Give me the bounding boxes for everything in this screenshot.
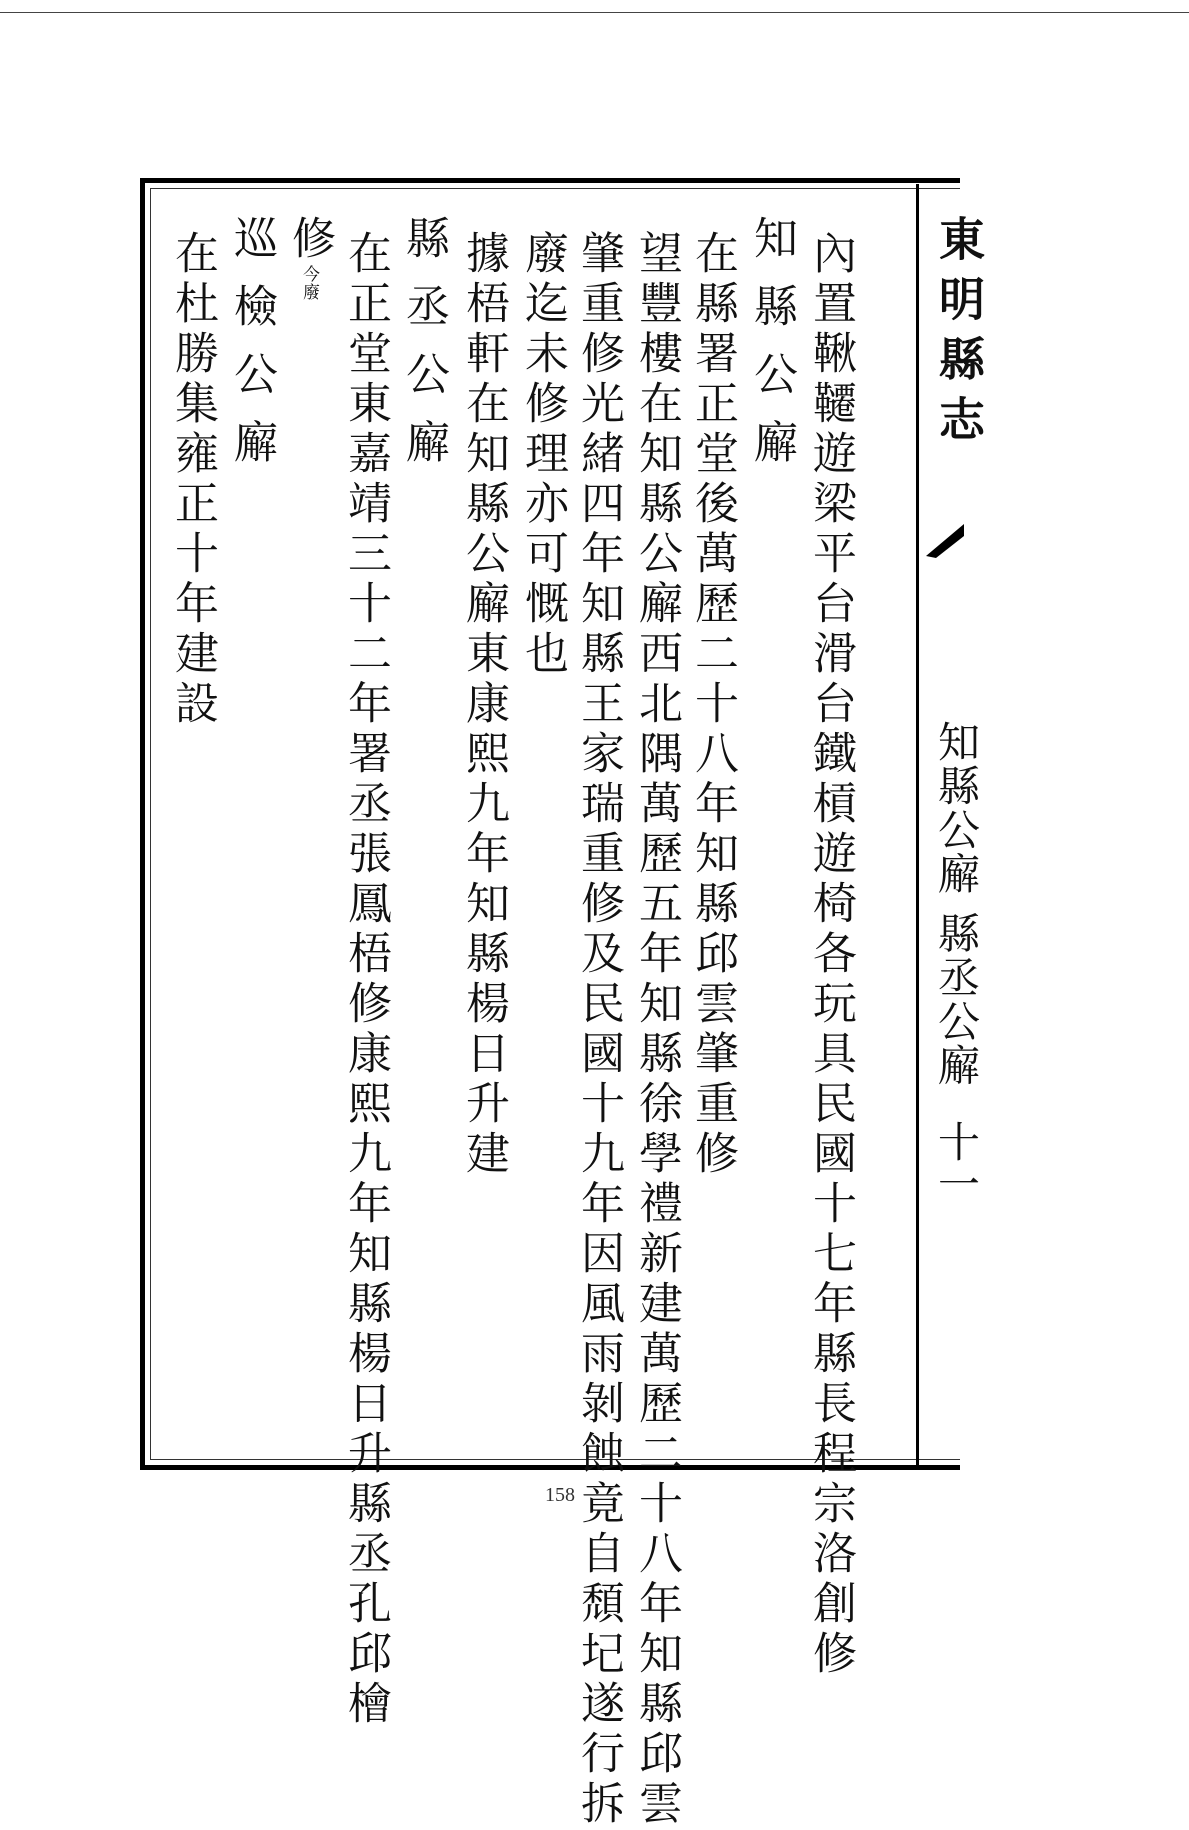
text-column-3: 在縣署正堂後萬歷二十八年知縣邱雲肇重修 [687,230,738,1180]
annotation-now-abandoned: 今廢 [299,265,319,301]
fishtail-mark-icon [924,520,966,560]
leaf-number: 十一 [932,1120,981,1204]
text-column-4: 望豐樓在知縣公廨西北隅萬歷五年知縣徐學禮新建萬歷二十八年知縣邱雲 [631,230,682,1830]
text-column-6: 廢迄未修理亦可慨也 [517,230,568,680]
text-column-7: 據梧軒在知縣公廨東康熙九年知縣楊日升建 [458,230,509,1180]
heading-inspector-office: 巡檢公廨 [226,215,277,487]
heading-magistrate-office: 知縣公廨 [746,215,797,487]
text-column-5: 肇重修光緒四年知縣王家瑞重修及民國十九年因風雨剝蝕竟自頹圮遂行拆 [573,230,624,1830]
page-number: 158 [545,1484,575,1506]
text-column-10 [283,215,335,301]
text-column-10-main: 修 [284,215,335,265]
text-column-12: 在杜勝集雍正十年建設 [167,230,218,730]
section-title: 知縣公廨 縣丞公廨 [932,720,981,1088]
margin-divider [916,184,919,1468]
heading-deputy-office: 縣丞公廨 [398,215,449,487]
text-column-1: 內置鞦韆遊梁平台滑台鐵槓遊椅各玩具民國十七年縣長程宗洛創修 [805,230,856,1680]
text-column-9: 在正堂東嘉靖三十二年署丞張鳳梧修康熙九年知縣楊日升縣丞孔邱檜 [340,230,391,1730]
book-title: 東明縣志 [932,215,986,455]
top-scan-rule [0,0,1189,13]
